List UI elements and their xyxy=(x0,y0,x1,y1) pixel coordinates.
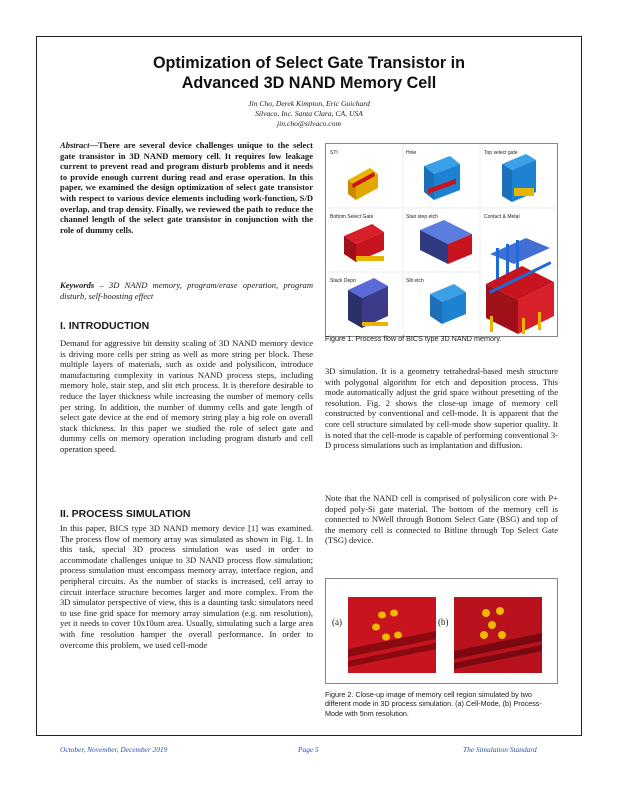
stair-step-icon xyxy=(420,220,472,264)
paper-title xyxy=(60,54,558,93)
process-heading: II. PROCESS SIMULATION xyxy=(60,508,191,520)
process-flow-image xyxy=(326,144,557,336)
footer-journal: The Simulation Standard xyxy=(463,745,537,754)
intro-heading: I. INTRODUCTION xyxy=(60,320,150,332)
intro-text: Demand for aggressive bit density scaling of 3D NAND memory device is driving more cells per string as well as more string per block. These multiple layers of materials, such as oxide and polysilicon, introduce manufacturing complexity in various NAND process steps, including memory hole, stair step, and slit etch process. It is therefore desirable to reduce the layer thickness while increasing the number of memory cells per string. In addition, the number of dummy cells and gate length of select gate device at the end of memory string play a big role on overall stack thickness. In this paper we studied the role of select gate and dummy cells on memory operation including program disturb and cell operation speed. xyxy=(60,338,313,454)
fig1-label-sti: STI xyxy=(330,150,338,156)
stack-depo-icon xyxy=(348,278,388,328)
keywords xyxy=(60,280,313,301)
figure-1-caption: Figure 1. Process flow of BICS type 3D NAND memory. xyxy=(325,334,502,343)
figure-1 xyxy=(325,143,558,337)
bottom-select-gate-icon xyxy=(344,224,384,262)
fig1-label-top-select-gate: Top select gate xyxy=(484,150,518,156)
top-select-gate-icon xyxy=(502,154,536,202)
cell-mode-image xyxy=(348,597,436,673)
cell-closeup-image xyxy=(326,579,557,683)
abstract xyxy=(60,140,313,235)
keywords-label: Keywords xyxy=(60,280,95,290)
affiliation: Silvaco, Inc. Santa Clara, CA, USA xyxy=(255,108,363,118)
fig1-label-slit-etch: Slit etch xyxy=(406,278,424,284)
figure-2 xyxy=(325,578,558,684)
slit-etch-icon xyxy=(430,284,466,324)
authors: Jin Cho, Derek Kimpton, Eric Guichard xyxy=(248,99,370,108)
sti-block-icon xyxy=(348,168,378,200)
fig1-label-stack-depo: Stack Depo xyxy=(330,278,356,284)
hole-block-icon xyxy=(424,156,460,200)
fig1-label-contact-metal: Contact & Metal xyxy=(484,214,520,220)
title-line-1: Optimization of Select Gate Transistor in xyxy=(152,54,466,72)
right-text-2: Note that the NAND cell is comprised of polysilicon core with P+ doped poly-Si gate material. The bottom of the memory cell is connected to NWell through Bottom Select Gate (BSG) and top of the memory cell is connected to Bitline through Top Select Gate (TSG) device. xyxy=(325,493,558,546)
figure-2-caption: Figure 2. Close-up image of memory cell region simulated by two different mode in 3D process simulation. (a) Cell-Mode, (b) Process-Mode with 5nm resolution. xyxy=(325,690,542,718)
keywords-text: – 3D NAND memory, program/erase operation, program disturb, self-boosting effect xyxy=(60,280,313,301)
right-text-1: 3D simulation. It is a geometry tetrahedral-based mesh structure with polygonal algorithm for etch and deposition process. This mode automatically adjust the grid space without presetting of the resolution. Fig. 2 shows the close-up image of memory cell constructed by conventional and cell-mode. It is apparent that the core cell structure simulated by cell-mode show superior quality. It is noted that the cell-mode is capable of performing conventional 3-D process simulations such as implantation and diffusion. xyxy=(325,366,558,451)
title-line-2: Advanced 3D NAND Memory Cell xyxy=(181,73,437,92)
fig1-label-stair-step-etch: Stair step etch xyxy=(406,214,438,220)
fig1-label-bottom-select-gate: Bottom Select Gate xyxy=(330,214,374,220)
email: jin.cho@silvaco.com xyxy=(277,118,341,128)
author-block xyxy=(60,99,558,128)
footer-page: Page 5 xyxy=(298,745,319,754)
abstract-label: Abstract xyxy=(60,140,90,150)
fig1-label-hole: Hole xyxy=(406,150,417,156)
footer-date: October, November, December 2019 xyxy=(60,745,168,754)
fig2-label-a: (a) xyxy=(332,617,342,627)
fig2-label-b: (b) xyxy=(438,617,449,627)
abstract-text: —There are several device challenges unique to the select gate transistor in 3D NAND memory cell. It requires low leakage current to prevent read and program disturb problems and it needs to provide enough current during read and erase operation. In this paper, we examined the design optimization of select gate transistor with respect to various device elements including work-function, S/D overlap, and trap density. Finally, we reviewed the path to reduce the channel length of the select gate transistor in conjunction with the role of dummy cells. xyxy=(60,140,313,235)
process-text: In this paper, BICS type 3D NAND memory device [1] was examined. The process flow of memory array was simulated as shown in Fig. 1. In this task, special 3D process simulation was used in order to accommodate challenges unique to 3D NAND process flow simulation; process simulation must encompass memory array, interface region, and peripheral circuits. As the number of stacks is increased, cell array to circuit interface structure becomes larger and more complex. From the 3D simulator perspective of view, this is a daunting task: simulators need to use fine grid space for memory array simulation (e.g. nm resolution), yet it needs to cover 10x10um area. Usually, simulating such a large area with fine resolution hamper the overall performance. In order to overcome this problem, we used cell-mode xyxy=(60,523,313,650)
process-mode-image xyxy=(454,597,542,673)
